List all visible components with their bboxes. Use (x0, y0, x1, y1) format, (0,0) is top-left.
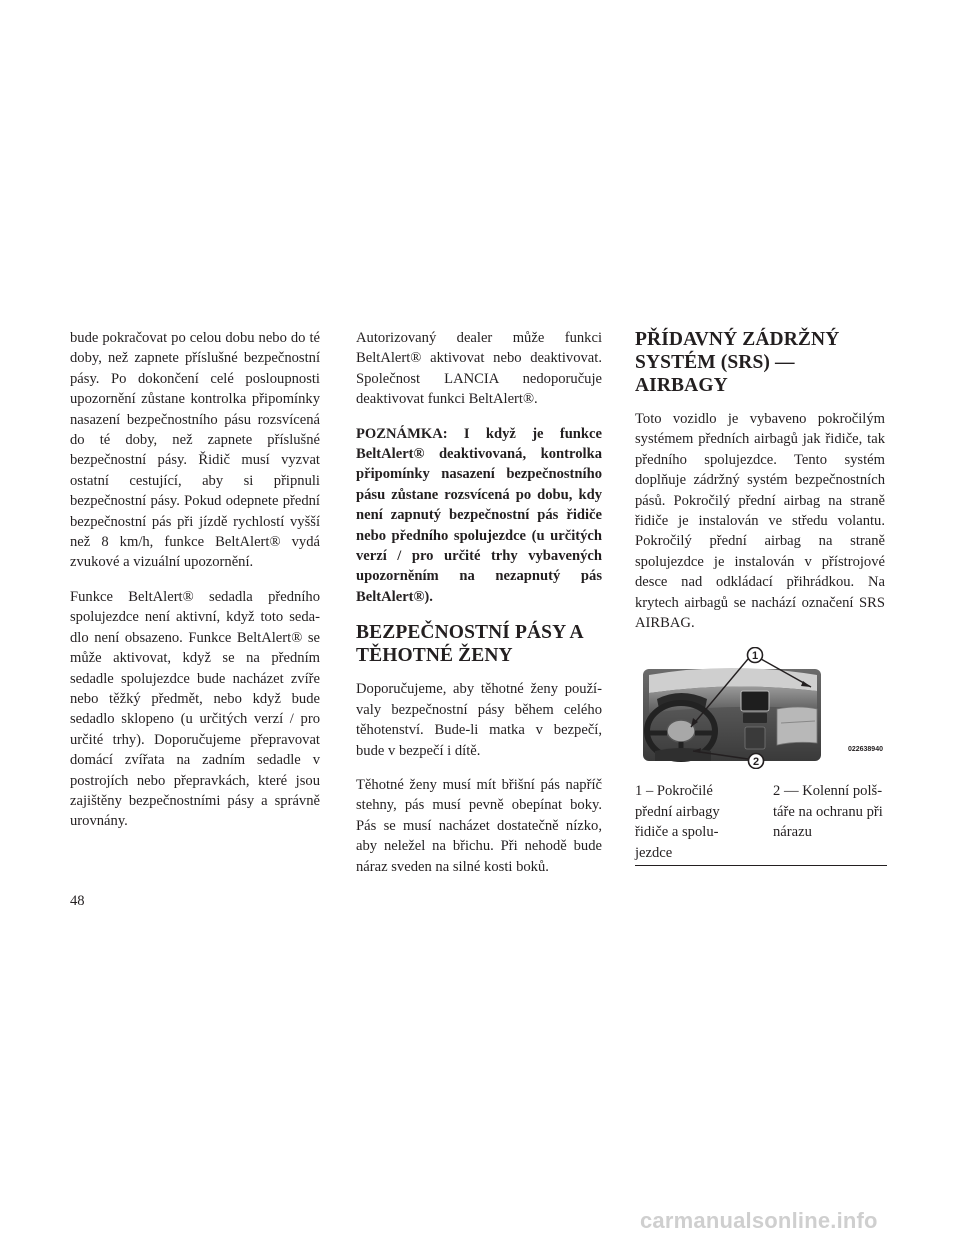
column-right (635, 328, 885, 866)
paragraph-beltalert-passenger: Funkce BeltAlert® sedadla předního spolujezdce není aktivní, když toto sedadlo není obsazeno. Funkce BeltAlert® se může aktivovat, když se na předním sedadle spolujezdce bude nacházet zvíře nebo těžký předmět, nebo když bude sedadlo sklopeno (u určitých verzí / pro určité trhy). Doporučujeme přepravovat domácí zvířata na zadním sedadle v postrojích nebo přepravkách, které jsou zajištěny bezpečnostními pásy a správně urovnány. (70, 588, 320, 830)
heading-seatbelts-pregnant (356, 621, 602, 667)
paragraph-airbag-system: Toto vozidlo je vybaveno pokročilým systémem předních airbagů jak řidiče, tak předního spolujezdce. Tento systém doplňuje zádržný systém bezpečnostních pásů. Pokročilý přední airbag na straně řidiče je instalován ve středu volantu. Pokročilý přední airbag na straně spolujezdce je instalován v přístrojové desce nad odkládací přihrádkou. Na krytech airbagů se nachází označení SRS AIRBAG. (635, 411, 885, 632)
paragraph-lap-belt: Těhotné ženy musí mít břišní pás napříč stehny, pás musí pevně obepínat boky. Pás se musí nacházet dostatečně nízko, aby neležel na břichu. Při nehodě bude náraz sveden na silné kosti boků. (356, 776, 602, 875)
caption-item-1: 1 – Pokročilé přední airbagy řidiče a spolujezdce (635, 783, 720, 861)
figure-caption (635, 781, 885, 863)
heading-srs-airbags (635, 328, 885, 397)
paragraph-beltalert-sequence: bude pokračovat po celou dobu nebo do té doby, než zapnete příslušné bezpečnostní pásy. Po dokončení celé posloupnosti upozornění zůstane kontrolka připomínky nasazení bezpečnostního pásu rozsvícená do té doby, než zapnete příslušné bezpečnostní pásy. Řidič musí vyzvat ostatní cestující, aby si připnuli bezpečnostní pásy. Pokud odepnete přední bezpečnostní pás při jízdě rychlostí vyšší než 8 km/h, funkce BeltAlert® vydá zvukové a vizuální upozornění. (70, 330, 320, 571)
heading-line: SYSTÉM (SRS) — AIRBAGY (635, 352, 795, 396)
column-middle (356, 328, 602, 891)
heading-line: BEZPEČNOSTNÍ PÁSY A (356, 622, 584, 644)
heading-line: PŘÍDAVNÝ ZÁDRŽNÝ (635, 329, 840, 350)
page-number: 48 (70, 893, 85, 909)
callout-1-label: 1 (751, 650, 759, 663)
figure-code: 022638940 (847, 746, 883, 754)
column-left (70, 328, 320, 846)
caption-item-2: 2 — Kolenní polštáře na ochranu při nárazu (773, 783, 883, 841)
watermark: carmanualsonline.info (640, 1208, 878, 1233)
paragraph-dealer-activation: Autorizovaný dealer může funkci BeltAlert® aktivovat nebo deaktivovat. Společnost LANCIA nedoporučuje deaktivovat funkci BeltAlert®. (356, 330, 602, 408)
note-paragraph: POZNÁMKA: I když je funkce BeltAlert® deaktivovaná, kontrolka připomínky nasazení bezpečnostního pásu zůstane rozsvícená po dobu, kdy není zapnutý bezpečnostní pás řidiče nebo předního spolujezdce (u určitých verzí / pro určité trhy vybavených upozorněním na nezapnutý pás BeltAlert®). (356, 425, 602, 605)
callout-2-label: 2 (752, 756, 760, 769)
heading-line: TĚHOTNÉ ŽENY (356, 645, 513, 667)
paragraph-pregnant-recommendation: Doporučujeme, aby těhotné ženy používaly bezpečnostní pásy během celého těhotenství. Bude-li matka v bezpečí, bude v bezpečí i dítě. (356, 681, 602, 759)
caption-divider (635, 865, 887, 866)
airbag-location-figure (635, 647, 887, 769)
dashboard-illustration (635, 647, 887, 769)
